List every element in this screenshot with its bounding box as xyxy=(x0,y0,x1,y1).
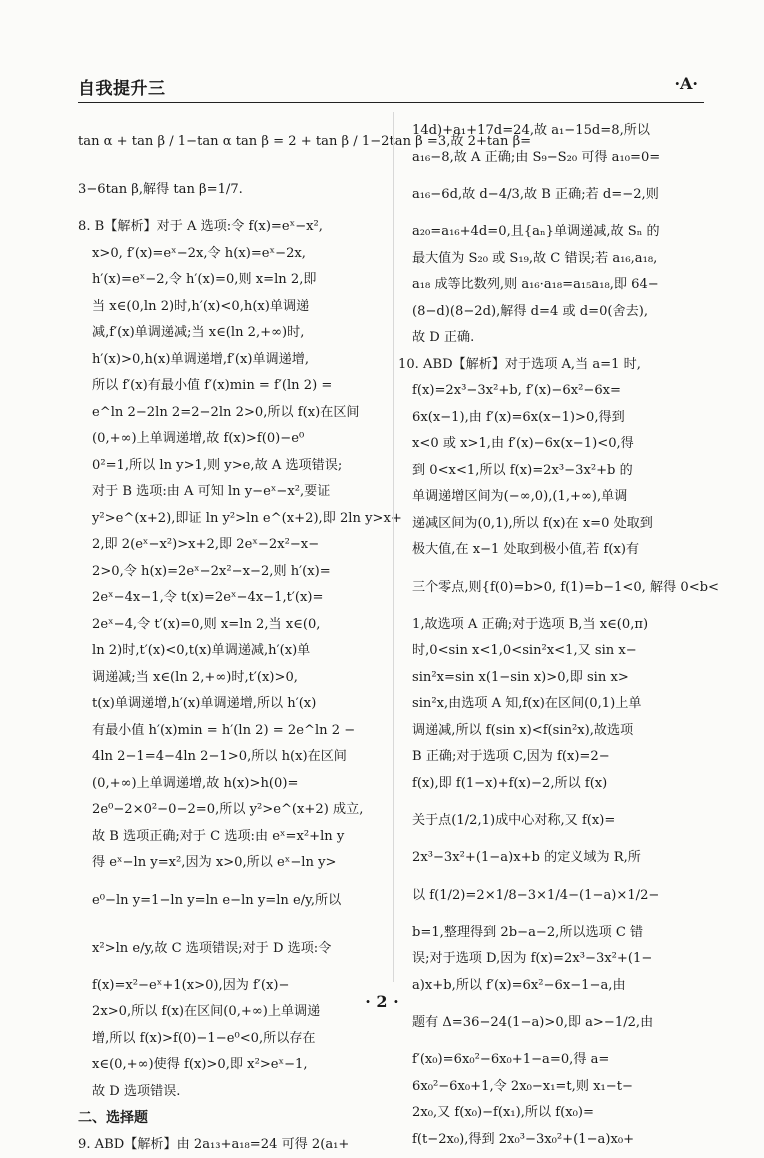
text-line: 9. ABD【解析】由 2a₁₃+a₁₈=24 可得 2(a₁+ xyxy=(78,1132,391,1158)
text-line: f(t−2x₀),得到 2x₀³−3x₀²+(1−a)x₀+ xyxy=(398,1127,698,1154)
text-line: a₁₆−8,故 A 正确;由 S₉−S₂₀ 可得 a₁₀=0= xyxy=(398,145,698,172)
text-line: 最大值为 S₂₀ 或 S₁₉,故 C 错误;若 a₁₆,a₁₈, xyxy=(398,246,698,273)
text-line: 6x₀²−6x₀+1,令 2x₀−x₁=t,则 x₁−t− xyxy=(398,1074,698,1101)
text-line: 2x₀,又 f(x₀)−f(x₁),所以 f(x₀)= xyxy=(398,1100,698,1127)
text-line: 2eˣ−4,令 t′(x)=0,则 x=ln 2,当 x∈(0, xyxy=(78,612,391,639)
text-line: e⁰−ln y=1−ln y=ln e−ln y=ln e/y,所以 xyxy=(78,877,391,925)
text-line: 极大值,在 x−1 处取到极小值,若 f(x)有 xyxy=(398,537,698,564)
text-line: x²>ln e/y,故 C 选项错误;对于 D 选项:令 xyxy=(78,925,391,973)
text-line: 6x(x−1),由 f′(x)=6x(x−1)>0,得到 xyxy=(398,405,698,432)
text-line: 3−6tan β,解得 tan β=1/7. xyxy=(78,166,391,214)
text-line: f(x)=2x³−3x²+b, f′(x)−6x²−6x= xyxy=(398,378,698,405)
text-line: 调递减;当 x∈(ln 2,+∞)时,t′(x)>0, xyxy=(78,665,391,692)
text-line: 时,0<sin x<1,0<sin²x<1,又 sin x− xyxy=(398,638,698,665)
text-line: 有最小值 h′(x)min = h′(ln 2) = 2e^ln 2 − xyxy=(78,718,391,745)
text-line: x<0 或 x>1,由 f′(x)−6x(x−1)<0,得 xyxy=(398,431,698,458)
text-line: 14d)+a₁+17d=24,故 a₁−15d=8,所以 xyxy=(398,118,698,145)
text-line: h′(x)>0,h(x)单调递增,f′(x)单调递增, xyxy=(78,347,391,374)
text-line: a₁₈ 成等比数列,则 a₁₆·a₁₈=a₁₅a₁₈,即 64− xyxy=(398,272,698,299)
text-line: 减,f′(x)单调递减;当 x∈(ln 2,+∞)时, xyxy=(78,320,391,347)
text-line: 题有 Δ=36−24(1−a)>0,即 a>−1/2,由 xyxy=(398,999,698,1047)
text-line: y²>e^(x+2),即证 ln y²>ln e^(x+2),即 2ln y>x+ xyxy=(78,506,391,533)
text-line: b=1,整理得到 2b−a−2,所以选项 C 错 xyxy=(398,920,698,947)
column-divider xyxy=(393,112,394,982)
text-line: h′(x)=eˣ−2,令 h′(x)=0,则 x=ln 2,即 xyxy=(78,267,391,294)
text-line: f′(x₀)=6x₀²−6x₀+1−a=0,得 a= xyxy=(398,1047,698,1074)
text-line: 4ln 2−1=4−4ln 2−1>0,所以 h(x)在区间 xyxy=(78,744,391,771)
text-line: 单调递增区间为(−∞,0),(1,+∞),单调 xyxy=(398,484,698,511)
text-line: 8. B【解析】对于 A 选项:令 f(x)=eˣ−x², xyxy=(78,214,391,241)
text-line: 关于点(1/2,1)成中心对称,又 f(x)= xyxy=(398,797,698,845)
text-line: 故 D 选项错误. xyxy=(78,1079,391,1106)
text-line: 故 B 选项正确;对于 C 选项:由 eˣ=x²+ln y xyxy=(78,824,391,851)
text-line: 2>0,令 h(x)=2eˣ−2x²−x−2,则 h′(x)= xyxy=(78,559,391,586)
text-line: 所以 f′(x)有最小值 f′(x)min = f′(ln 2) = xyxy=(78,373,391,400)
text-line: f(x)=x²−eˣ+1(x>0),因为 f′(x)− xyxy=(78,973,391,1000)
text-line: 调递减,所以 f(sin x)<f(sin²x),故选项 xyxy=(398,718,698,745)
text-line: B 正确;对于选项 C,因为 f(x)=2− xyxy=(398,744,698,771)
text-line: tan α + tan β / 1−tan α tan β = 2 + tan β / 1−2tan β =3,故 2+tan β= xyxy=(78,118,391,166)
text-line: 三个零点,则{f(0)=b>0, f(1)=b−1<0, 解得 0<b< xyxy=(398,564,698,612)
text-line: 2x³−3x²+(1−a)x+b 的定义域为 R,所 xyxy=(398,845,698,872)
text-line: 当 x∈(0,ln 2)时,h′(x)<0,h(x)单调递 xyxy=(78,294,391,321)
text-line: e^ln 2−2ln 2=2−2ln 2>0,所以 f(x)在区间 xyxy=(78,400,391,427)
text-line: 到 0<x<1,所以 f(x)=2x³−3x²+b 的 xyxy=(398,458,698,485)
text-line: 2eˣ−4x−1,令 t(x)=2eˣ−4x−1,t′(x)= xyxy=(78,585,391,612)
text-line: f(x),即 f(1−x)+f(x)−2,所以 f(x) xyxy=(398,771,698,798)
text-line: 2e⁰−2×0²−0−2=0,所以 y²>e^(x+2) 成立, xyxy=(78,797,391,824)
header-rule xyxy=(78,102,704,103)
text-line: a)x+b,所以 f′(x)=6x²−6x−1−a,由 xyxy=(398,973,698,1000)
text-line: x∈(0,+∞)使得 f(x)>0,即 x²>eˣ−1, xyxy=(78,1052,391,1079)
text-line: x>0, f′(x)=eˣ−2x,令 h(x)=eˣ−2x, xyxy=(78,241,391,268)
text-line: sin²x=sin x(1−sin x)>0,即 sin x> xyxy=(398,665,698,692)
text-line: (8−d)(8−2d),解得 d=4 或 d=0(舍去), xyxy=(398,299,698,326)
text-line: 10. ABD【解析】对于选项 A,当 a=1 时, xyxy=(398,352,698,379)
text-line: (0,+∞)上单调递增,故 h(x)>h(0)= xyxy=(78,771,391,798)
text-line: a₂₀=a₁₆+4d=0,且{aₙ}单调递减,故 Sₙ 的 xyxy=(398,219,698,246)
text-line: sin²x,由选项 A 知,f(x)在区间(0,1)上单 xyxy=(398,691,698,718)
text-line: 2x>0,所以 f(x)在区间(0,+∞)上单调递 xyxy=(78,999,391,1026)
text-line: 对于 B 选项:由 A 可知 ln y−eˣ−x²,要证 xyxy=(78,479,391,506)
text-line: a₁₆−6d,故 d−4/3,故 B 正确;若 d=−2,则 xyxy=(398,171,698,219)
text-line: 递减区间为(0,1),所以 f(x)在 x=0 处取到 xyxy=(398,511,698,538)
text-line: 二、选择题 xyxy=(78,1105,391,1132)
page-header-title: 自我提升三 xyxy=(78,74,166,99)
page-number: · 2 · xyxy=(0,992,764,1011)
text-line: 以 f(1/2)=2×1/8−3×1/4−(1−a)×1/2− xyxy=(398,872,698,920)
text-line: 2,即 2(eˣ−x²)>x+2,即 2eˣ−2x²−x− xyxy=(78,532,391,559)
text-line: t(x)单调递增,h′(x)单调递增,所以 h′(x) xyxy=(78,691,391,718)
text-line: ln 2)时,t′(x)<0,t(x)单调递减,h′(x)单 xyxy=(78,638,391,665)
text-line: 增,所以 f(x)>f(0)−1−e⁰<0,所以存在 xyxy=(78,1026,391,1053)
text-line: 误;对于选项 D,因为 f(x)=2x³−3x²+(1− xyxy=(398,946,698,973)
text-line: (0,+∞)上单调递增,故 f(x)>f(0)−e⁰ xyxy=(78,426,391,453)
text-line: 0²=1,所以 ln y>1,则 y>e,故 A 选项错误; xyxy=(78,453,391,480)
text-line: 1,故选项 A 正确;对于选项 B,当 x∈(0,π) xyxy=(398,612,698,639)
text-line: 得 eˣ−ln y=x²,因为 x>0,所以 eˣ−ln y> xyxy=(78,850,391,877)
page-header-mark: ·A· xyxy=(674,74,698,93)
text-line: 故 D 正确. xyxy=(398,325,698,352)
